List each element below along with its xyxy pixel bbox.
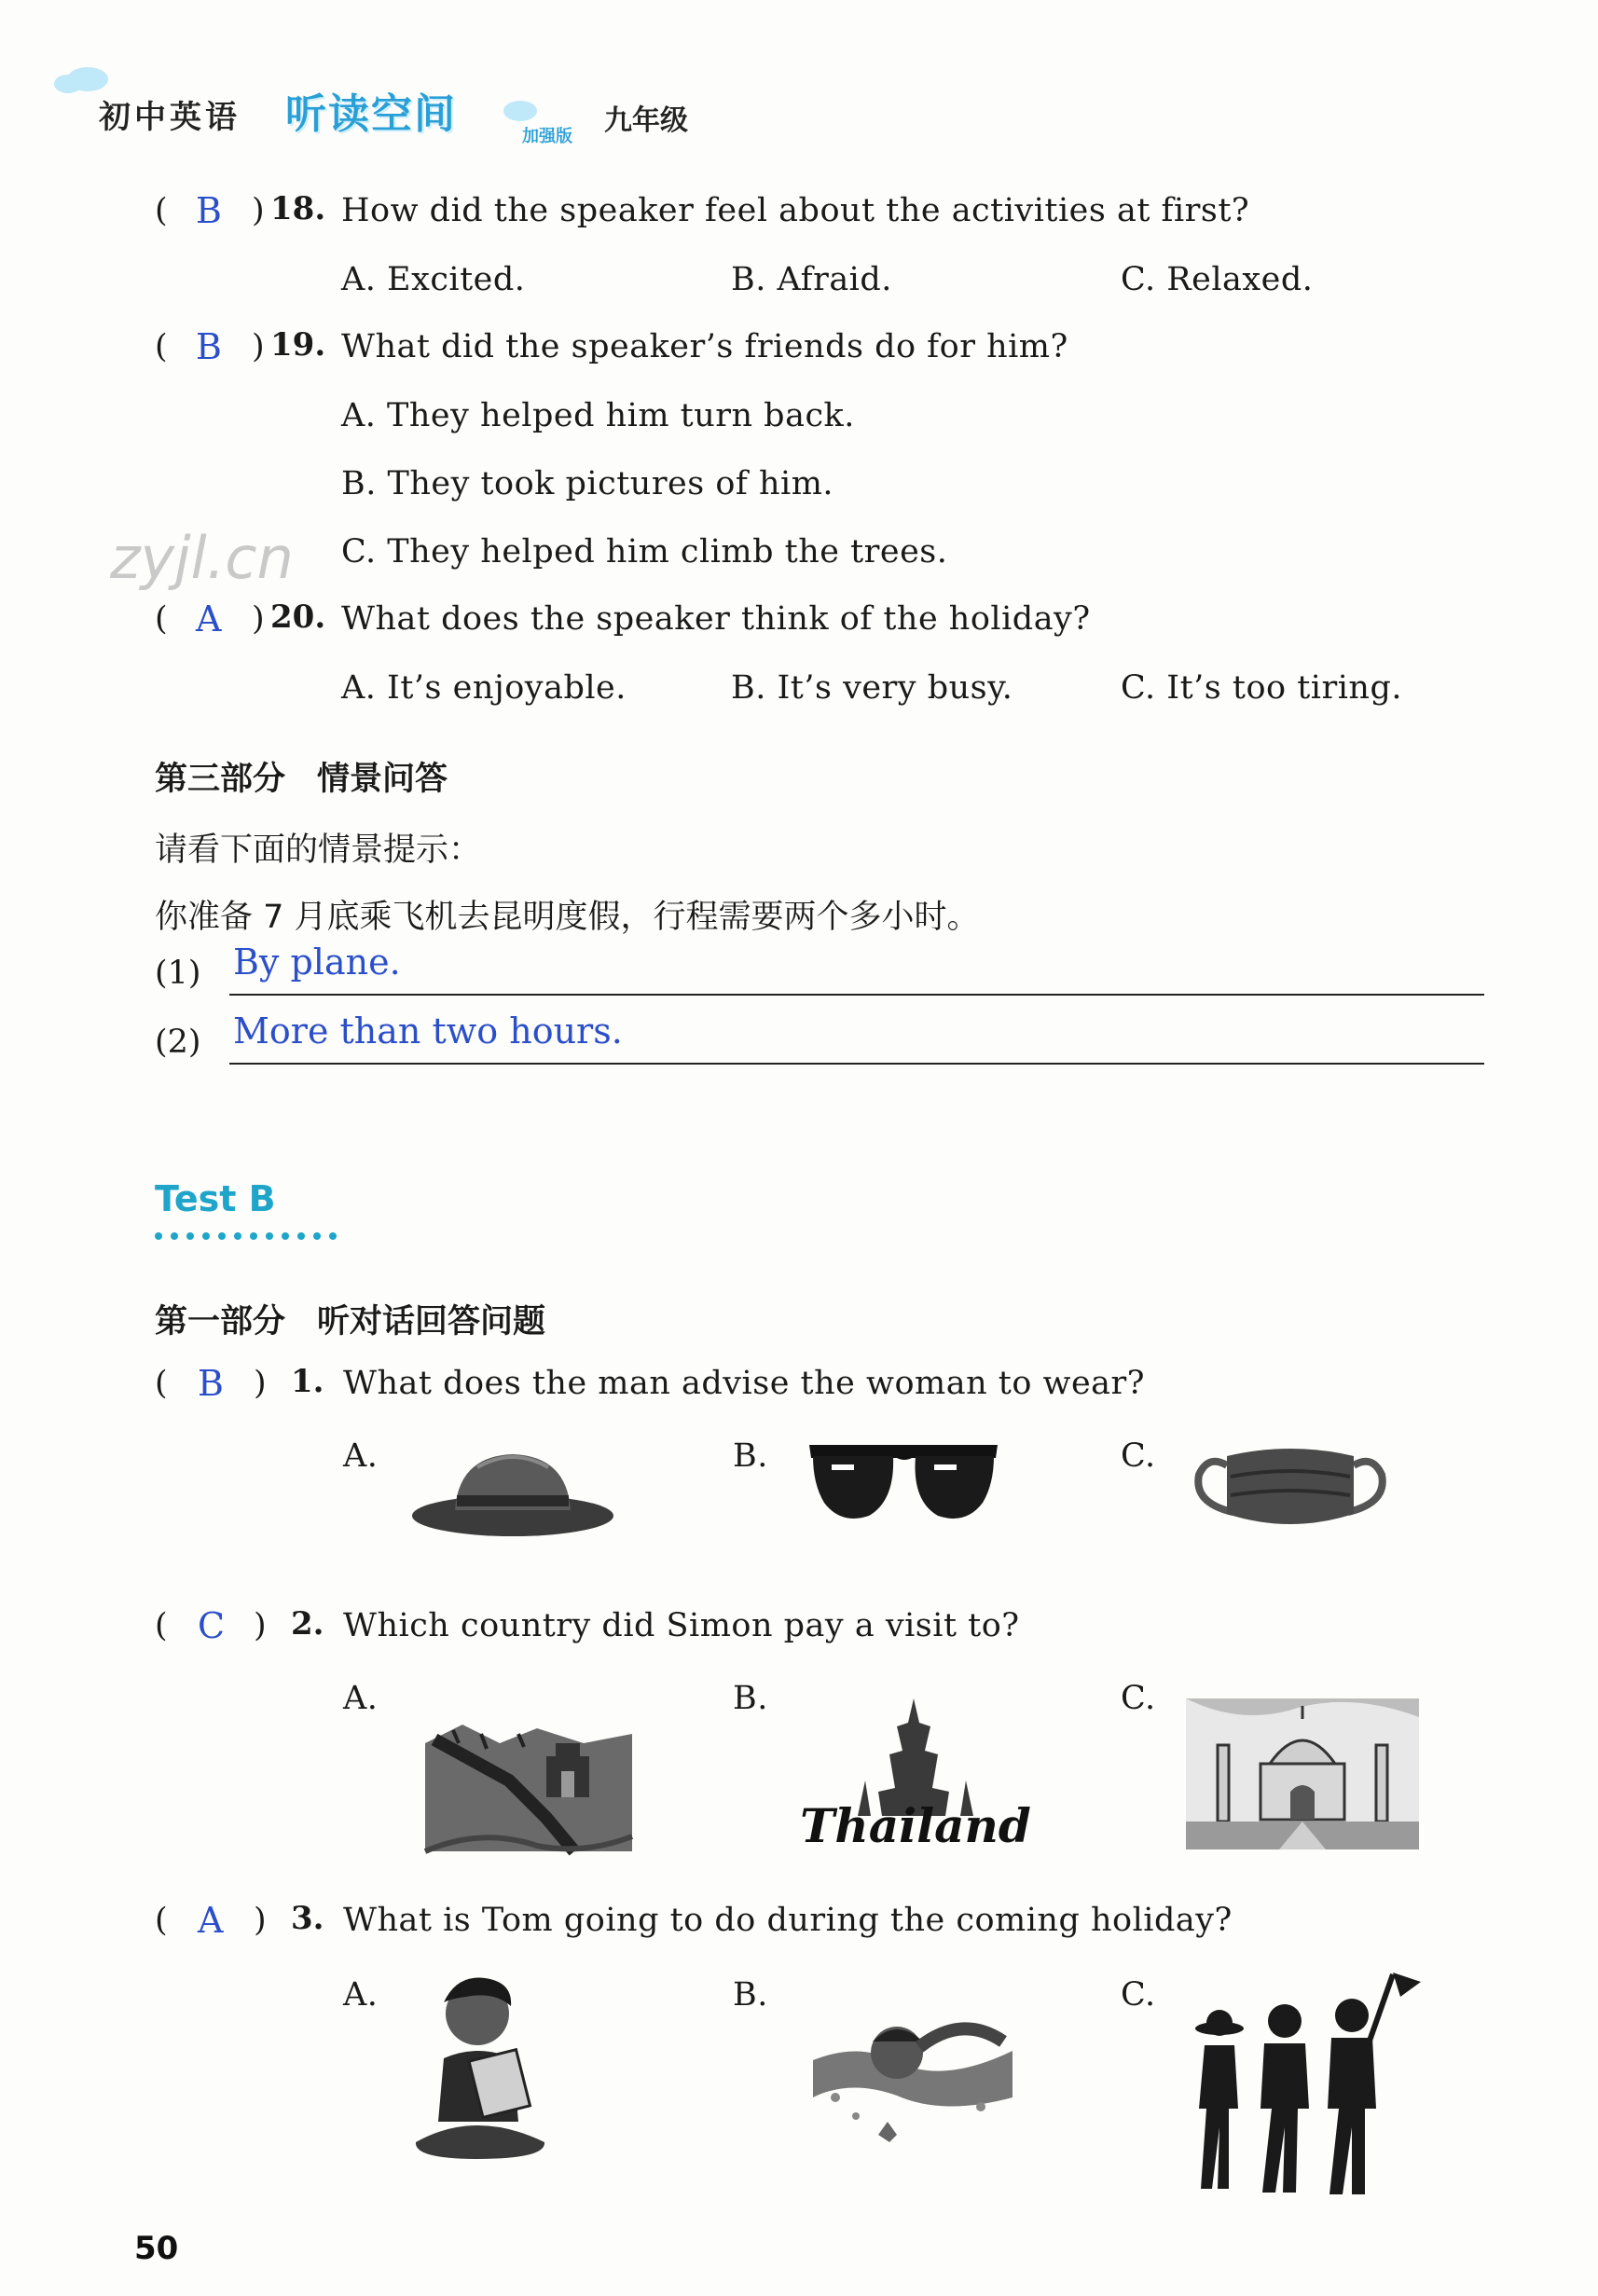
swimmer-image bbox=[804, 1976, 1022, 2144]
option-a: A. They helped him turn back. bbox=[341, 397, 855, 434]
handwritten-answer: More than two hours. bbox=[233, 1011, 623, 1052]
question-number: 1. bbox=[291, 1363, 324, 1400]
option-a: A. It’s enjoyable. bbox=[341, 669, 627, 707]
answer-paren-close: ) bbox=[252, 328, 265, 365]
situation-prompt: 请看下面的情景提示： bbox=[155, 832, 482, 869]
answer-paren-open: ( bbox=[155, 1902, 168, 1939]
option-c: C. They helped him climb the trees. bbox=[341, 533, 948, 571]
thailand-label: Thailand bbox=[800, 1798, 1031, 1853]
watermark: zyjl.cn bbox=[110, 524, 294, 592]
answer-paren-close: ) bbox=[252, 192, 265, 229]
answer-mark: A bbox=[196, 598, 222, 639]
handwritten-answer: By plane. bbox=[233, 942, 401, 983]
edition-label: 加强版 bbox=[522, 127, 572, 146]
option-c: C. It’s too tiring. bbox=[1121, 669, 1402, 707]
answer-line bbox=[229, 1063, 1484, 1065]
question-text: What does the speaker think of the holiday? bbox=[341, 600, 1091, 638]
page-number: 50 bbox=[134, 2230, 179, 2267]
section-heading bbox=[155, 1296, 545, 1342]
question-number: 3. bbox=[291, 1900, 324, 1937]
answer-mark: A bbox=[198, 1900, 224, 1941]
answer-paren-open: ( bbox=[155, 328, 168, 365]
answer-paren-close: ) bbox=[254, 1902, 267, 1939]
option-label-a: A. bbox=[343, 1437, 379, 1475]
section-heading bbox=[155, 753, 448, 800]
answer-paren-open: ( bbox=[155, 1365, 168, 1402]
sunglasses-image bbox=[804, 1436, 1003, 1547]
answer-paren-open: ( bbox=[155, 1607, 168, 1644]
reading-boy-image bbox=[410, 1969, 550, 2161]
taj-mahal-image bbox=[1186, 1698, 1419, 1849]
question-number: 2. bbox=[291, 1605, 324, 1643]
option-b: B. Afraid. bbox=[731, 261, 892, 298]
option-label-b: B. bbox=[733, 1976, 768, 2014]
answer-line bbox=[229, 994, 1484, 996]
option-label-a: A. bbox=[343, 1976, 379, 2014]
option-b: B. They took pictures of him. bbox=[341, 465, 834, 502]
question-text: What did the speaker’s friends do for him? bbox=[341, 328, 1068, 365]
cloud-decoration bbox=[503, 101, 537, 121]
hikers-image bbox=[1182, 1969, 1426, 2198]
answer-mark: B bbox=[198, 1363, 224, 1404]
option-label-c: C. bbox=[1121, 1680, 1156, 1717]
answer-paren-close: ) bbox=[254, 1365, 267, 1402]
answer-paren-open: ( bbox=[155, 600, 168, 638]
answer-paren-close: ) bbox=[252, 600, 265, 638]
question-text: What is Tom going to do during the coming holiday? bbox=[343, 1902, 1233, 1939]
answer-line-label: (2) bbox=[155, 1024, 201, 1061]
answer-mark: B bbox=[196, 190, 222, 231]
answer-mark: C bbox=[198, 1605, 226, 1646]
dotted-underline bbox=[155, 1232, 337, 1240]
answer-line-label: (1) bbox=[155, 955, 201, 992]
question-number: 18. bbox=[270, 190, 326, 227]
answer-paren-open: ( bbox=[155, 192, 168, 229]
section-subtitle: 听对话回答问题 bbox=[317, 1303, 546, 1340]
series-title: 初中英语 bbox=[99, 99, 241, 136]
question-text: What does the man advise the woman to wear? bbox=[343, 1365, 1146, 1402]
hat-image bbox=[408, 1443, 617, 1540]
option-label-a: A. bbox=[343, 1680, 379, 1717]
test-b-title: Test B bbox=[155, 1178, 276, 1219]
question-text: Which country did Simon pay a visit to? bbox=[343, 1607, 1020, 1644]
option-label-c: C. bbox=[1121, 1437, 1156, 1475]
option-label-b: B. bbox=[733, 1437, 768, 1475]
option-c: C. Relaxed. bbox=[1121, 261, 1314, 298]
option-b: B. It’s very busy. bbox=[731, 669, 1013, 707]
answer-mark: B bbox=[196, 326, 222, 367]
option-a: A. Excited. bbox=[341, 261, 526, 298]
section-title: 第一部分 bbox=[155, 1303, 286, 1340]
situation-text: 你准备 7 月底乘飞机去昆明度假，行程需要两个多小时。 bbox=[155, 899, 980, 936]
cloud-decoration bbox=[54, 75, 82, 93]
brand-title: 听读空间 bbox=[285, 90, 457, 138]
question-number: 20. bbox=[270, 598, 326, 636]
option-label-c: C. bbox=[1121, 1976, 1156, 2014]
question-text: How did the speaker feel about the activities at first? bbox=[341, 192, 1250, 229]
section-subtitle: 情景问答 bbox=[317, 761, 448, 798]
section-title: 第三部分 bbox=[155, 761, 286, 798]
grade-label: 九年级 bbox=[604, 104, 688, 137]
question-number: 19. bbox=[270, 326, 326, 364]
thailand-image bbox=[800, 1695, 1031, 1853]
mask-image bbox=[1190, 1437, 1391, 1534]
great-wall-image bbox=[425, 1706, 632, 1851]
option-label-b: B. bbox=[733, 1680, 768, 1717]
answer-paren-close: ) bbox=[254, 1607, 267, 1644]
